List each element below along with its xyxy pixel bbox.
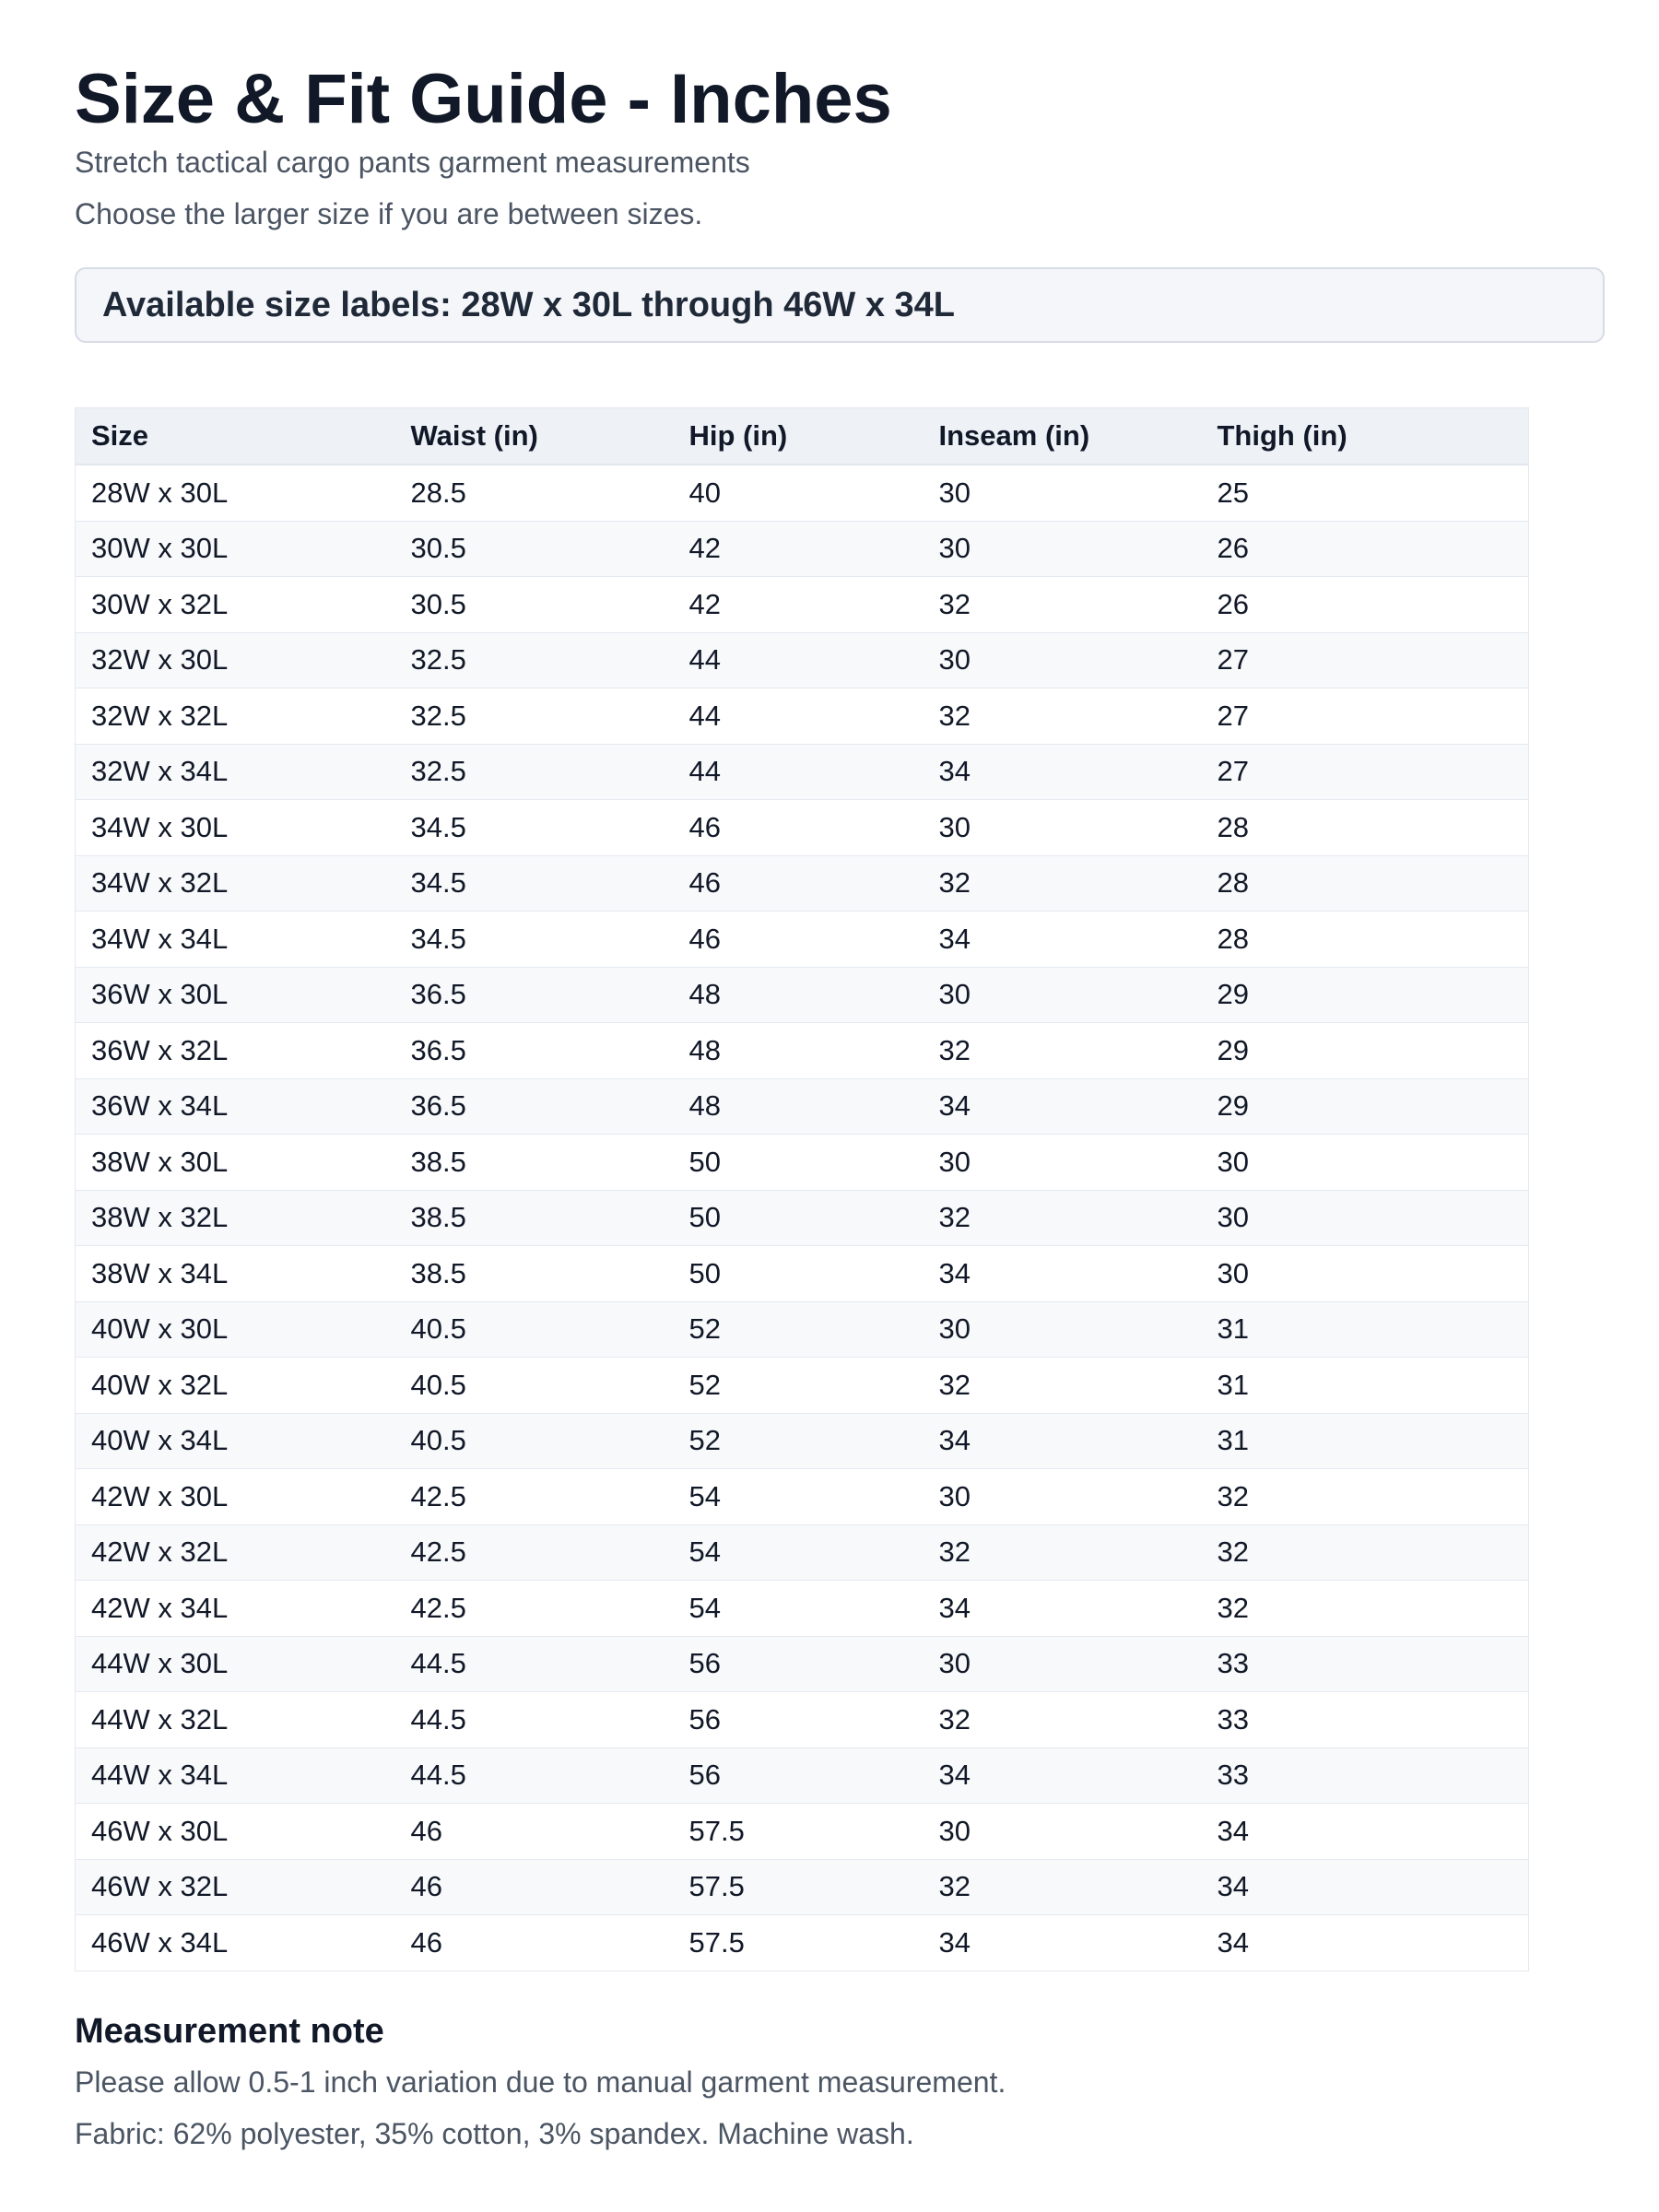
cell-size: 38W x 30L [76,1135,395,1191]
table-row [76,1804,1529,1860]
cell-thigh: 34 [1202,1859,1529,1915]
cell-waist: 46 [395,1859,674,1915]
cell-thigh: 25 [1202,465,1529,521]
table-row [76,1301,1529,1358]
cell-inseam: 34 [924,912,1202,968]
cell-thigh: 30 [1202,1135,1529,1191]
cell-inseam: 30 [924,632,1202,688]
cell-waist: 32.5 [395,632,674,688]
cell-inseam: 30 [924,521,1202,577]
cell-hip: 57.5 [674,1859,924,1915]
cell-hip: 46 [674,912,924,968]
cell-hip: 54 [674,1469,924,1525]
cell-waist: 40.5 [395,1413,674,1469]
cell-waist: 44.5 [395,1636,674,1692]
cell-size: 34W x 30L [76,800,395,856]
sizing-hint: Choose the larger size if you are between sizes. [75,197,703,230]
table-row [76,577,1529,633]
cell-size: 36W x 32L [76,1023,395,1079]
cell-thigh: 32 [1202,1524,1529,1581]
measurement-note-variation: Please allow 0.5-1 inch variation due to manual garment measurement. [75,2065,1006,2099]
cell-waist: 46 [395,1804,674,1860]
cell-inseam: 30 [924,1469,1202,1525]
cell-inseam: 32 [924,1524,1202,1581]
cell-size: 36W x 34L [76,1078,395,1135]
cell-size: 38W x 32L [76,1190,395,1246]
cell-hip: 56 [674,1747,924,1804]
cell-size: 34W x 32L [76,855,395,912]
cell-inseam: 32 [924,1023,1202,1079]
cell-waist: 32.5 [395,688,674,745]
cell-waist: 36.5 [395,967,674,1023]
cell-waist: 30.5 [395,577,674,633]
cell-thigh: 30 [1202,1246,1529,1302]
column-header-inseam: Inseam (in) [924,408,1202,465]
table-row [76,967,1529,1023]
cell-size: 46W x 30L [76,1804,395,1860]
cell-hip: 48 [674,1078,924,1135]
cell-thigh: 28 [1202,855,1529,912]
cell-waist: 42.5 [395,1469,674,1525]
table-row [76,1023,1529,1079]
table-row [76,632,1529,688]
cell-inseam: 32 [924,1692,1202,1748]
table-row [76,521,1529,577]
table-row [76,1692,1529,1748]
available-sizes-text: Available size labels: 28W x 30L through 46W x 34L [102,285,955,324]
cell-thigh: 27 [1202,744,1529,800]
cell-thigh: 32 [1202,1581,1529,1637]
table-row [76,1524,1529,1581]
column-header-hip: Hip (in) [674,408,924,465]
cell-thigh: 33 [1202,1692,1529,1748]
cell-waist: 40.5 [395,1301,674,1358]
cell-waist: 30.5 [395,521,674,577]
size-table [75,407,1529,1971]
table-row [76,1358,1529,1414]
cell-hip: 57.5 [674,1915,924,1971]
cell-waist: 38.5 [395,1135,674,1191]
cell-inseam: 32 [924,1190,1202,1246]
cell-inseam: 30 [924,465,1202,521]
cell-thigh: 31 [1202,1413,1529,1469]
table-row [76,912,1529,968]
cell-waist: 32.5 [395,744,674,800]
cell-hip: 56 [674,1636,924,1692]
cell-waist: 44.5 [395,1747,674,1804]
cell-hip: 52 [674,1358,924,1414]
cell-hip: 50 [674,1135,924,1191]
cell-hip: 46 [674,855,924,912]
table-row [76,1469,1529,1525]
cell-waist: 44.5 [395,1692,674,1748]
cell-hip: 50 [674,1190,924,1246]
cell-thigh: 28 [1202,800,1529,856]
cell-hip: 44 [674,744,924,800]
cell-waist: 46 [395,1915,674,1971]
cell-inseam: 32 [924,855,1202,912]
page-subtitle: Stretch tactical cargo pants garment measurements [75,146,750,179]
cell-inseam: 32 [924,1358,1202,1414]
table-row [76,1413,1529,1469]
cell-inseam: 30 [924,967,1202,1023]
cell-size: 42W x 34L [76,1581,395,1637]
table-row [76,1915,1529,1971]
cell-hip: 54 [674,1524,924,1581]
measurement-note-fabric: Fabric: 62% polyester, 35% cotton, 3% spandex. Machine wash. [75,2116,914,2150]
cell-thigh: 26 [1202,577,1529,633]
table-row [76,1078,1529,1135]
table-row [76,855,1529,912]
cell-waist: 36.5 [395,1078,674,1135]
cell-thigh: 34 [1202,1804,1529,1860]
cell-size: 32W x 32L [76,688,395,745]
cell-thigh: 29 [1202,967,1529,1023]
table-body [76,465,1529,1971]
table-row [76,744,1529,800]
cell-size: 44W x 34L [76,1747,395,1804]
cell-thigh: 30 [1202,1190,1529,1246]
table-row [76,800,1529,856]
cell-thigh: 27 [1202,632,1529,688]
cell-waist: 34.5 [395,912,674,968]
cell-size: 44W x 30L [76,1636,395,1692]
available-sizes-banner [75,267,1605,343]
cell-waist: 34.5 [395,855,674,912]
cell-thigh: 28 [1202,912,1529,968]
cell-size: 30W x 32L [76,577,395,633]
cell-inseam: 30 [924,1135,1202,1191]
cell-size: 40W x 32L [76,1358,395,1414]
cell-size: 46W x 32L [76,1859,395,1915]
cell-size: 46W x 34L [76,1915,395,1971]
cell-thigh: 31 [1202,1358,1529,1414]
cell-size: 28W x 30L [76,465,395,521]
table-row [76,1135,1529,1191]
cell-hip: 44 [674,688,924,745]
cell-size: 36W x 30L [76,967,395,1023]
cell-size: 30W x 30L [76,521,395,577]
cell-waist: 40.5 [395,1358,674,1414]
cell-inseam: 30 [924,1301,1202,1358]
cell-inseam: 32 [924,688,1202,745]
cell-size: 32W x 34L [76,744,395,800]
cell-inseam: 30 [924,1636,1202,1692]
table-row [76,1747,1529,1804]
cell-size: 42W x 30L [76,1469,395,1525]
cell-hip: 54 [674,1581,924,1637]
cell-hip: 48 [674,967,924,1023]
cell-size: 40W x 34L [76,1413,395,1469]
table-row [76,688,1529,745]
cell-thigh: 33 [1202,1636,1529,1692]
cell-inseam: 34 [924,1747,1202,1804]
cell-inseam: 34 [924,1915,1202,1971]
column-header-size: Size [76,408,395,465]
cell-size: 44W x 32L [76,1692,395,1748]
cell-waist: 38.5 [395,1190,674,1246]
cell-size: 42W x 32L [76,1524,395,1581]
cell-hip: 42 [674,577,924,633]
cell-inseam: 32 [924,1859,1202,1915]
cell-inseam: 30 [924,800,1202,856]
cell-waist: 34.5 [395,800,674,856]
cell-inseam: 34 [924,1246,1202,1302]
cell-hip: 57.5 [674,1804,924,1860]
table-row [76,465,1529,521]
table-row [76,1581,1529,1637]
cell-thigh: 31 [1202,1301,1529,1358]
table-row [76,1636,1529,1692]
cell-hip: 48 [674,1023,924,1079]
cell-thigh: 34 [1202,1915,1529,1971]
cell-inseam: 34 [924,1413,1202,1469]
cell-thigh: 33 [1202,1747,1529,1804]
cell-hip: 56 [674,1692,924,1748]
cell-inseam: 34 [924,1581,1202,1637]
cell-waist: 42.5 [395,1581,674,1637]
cell-size: 38W x 34L [76,1246,395,1302]
cell-size: 34W x 34L [76,912,395,968]
cell-hip: 52 [674,1301,924,1358]
measurement-note-heading: Measurement note [75,2011,384,2051]
column-header-thigh: Thigh (in) [1202,408,1529,465]
cell-thigh: 32 [1202,1469,1529,1525]
cell-thigh: 29 [1202,1023,1529,1079]
cell-hip: 44 [674,632,924,688]
cell-hip: 50 [674,1246,924,1302]
table-row [76,1190,1529,1246]
cell-waist: 42.5 [395,1524,674,1581]
cell-size: 40W x 30L [76,1301,395,1358]
column-header-waist: Waist (in) [395,408,674,465]
cell-waist: 38.5 [395,1246,674,1302]
cell-inseam: 32 [924,577,1202,633]
cell-hip: 46 [674,800,924,856]
cell-size: 32W x 30L [76,632,395,688]
cell-inseam: 34 [924,744,1202,800]
cell-thigh: 26 [1202,521,1529,577]
cell-inseam: 34 [924,1078,1202,1135]
cell-thigh: 29 [1202,1078,1529,1135]
cell-inseam: 30 [924,1804,1202,1860]
cell-hip: 52 [674,1413,924,1469]
table-row [76,1246,1529,1302]
table-header-row [76,408,1529,465]
cell-hip: 42 [674,521,924,577]
page-title: Size & Fit Guide - Inches [75,60,892,138]
cell-waist: 28.5 [395,465,674,521]
cell-waist: 36.5 [395,1023,674,1079]
cell-thigh: 27 [1202,688,1529,745]
cell-hip: 40 [674,465,924,521]
table-row [76,1859,1529,1915]
